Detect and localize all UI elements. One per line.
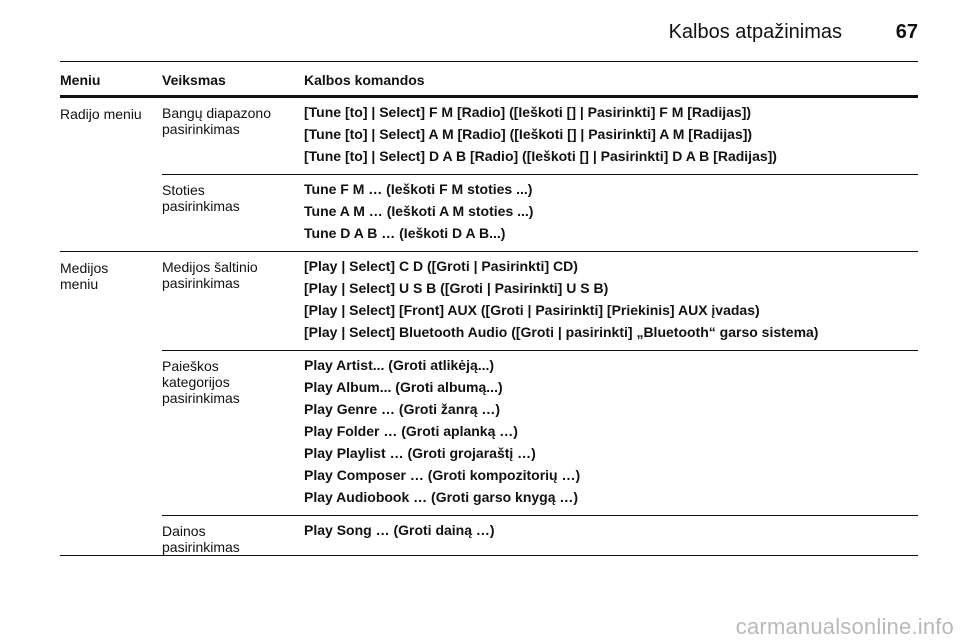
command-text: Play Genre … (Groti žanrą …): [304, 401, 501, 417]
page-title: Kalbos atpažinimas: [668, 21, 842, 43]
command-text: Play Artist... (Groti atlikėją...): [304, 357, 495, 373]
command-text: Play Folder … (Groti aplanką …): [304, 423, 518, 439]
command-text: Play Album... (Groti albumą...): [304, 379, 503, 395]
command-text: Tune F M … (Ieškoti F M stoties ...): [304, 181, 533, 197]
table-row: [162, 252, 918, 351]
commands-cell: [304, 351, 918, 515]
actions-list: [162, 252, 918, 555]
page-number: 67: [895, 21, 918, 43]
command-text: Tune A M … (Ieškoti A M stoties ...): [304, 203, 534, 219]
commands-cell: [304, 175, 918, 251]
commands-cell: [304, 516, 918, 555]
table-row: [162, 516, 918, 555]
commands-cell: [304, 252, 918, 350]
header-divider: [60, 61, 918, 62]
command-text: [Tune [to] | Select] A M [Radio] ([Ieškoti [] | Pasirinkti] A M [Radijas]): [304, 126, 753, 142]
command-text: Play Composer … (Groti kompozitorių …): [304, 467, 581, 483]
command-text: [Play | Select] Bluetooth Audio ([Groti | pasirinkti] „Bluetooth“ garso sistema): [304, 324, 819, 340]
command-text: Play Song … (Groti dainą …): [304, 522, 495, 538]
commands-cell: [304, 98, 918, 174]
command-text: [Tune [to] | Select] D A B [Radio] ([Ieškoti [] | Pasirinkti] D A B [Radijas]): [304, 148, 777, 164]
column-header-menu: Meniu: [60, 72, 101, 88]
menu-cell: Medijos meniu: [60, 260, 109, 292]
actions-list: [162, 98, 918, 251]
voice-commands-table: [60, 70, 918, 556]
action-cell: Stoties pasirinkimas: [162, 182, 240, 214]
action-cell: Dainos pasirinkimas: [162, 523, 240, 555]
command-text: Tune D A B … (Ieškoti D A B...): [304, 225, 506, 241]
watermark: carmanualsonline.info: [735, 614, 954, 639]
action-cell: Medijos šaltinio pasirinkimas: [162, 259, 258, 291]
table-group-media: [60, 252, 918, 556]
table-row: [162, 98, 918, 175]
page-header: [60, 18, 918, 50]
column-header-action: Veiksmas: [162, 72, 226, 88]
command-text: [Play | Select] U S B ([Groti | Pasirinkti] U S B): [304, 280, 609, 296]
table-group-radio: [60, 98, 918, 252]
command-text: [Play | Select] [Front] AUX ([Groti | Pasirinkti] [Priekinis] AUX įvadas): [304, 302, 760, 318]
command-text: [Play | Select] C D ([Groti | Pasirinkti] CD): [304, 258, 578, 274]
command-text: Play Audiobook … (Groti garso knygą …): [304, 489, 579, 505]
column-header-commands: Kalbos komandos: [304, 72, 425, 88]
action-cell: Paieškos kategorijos pasirinkimas: [162, 358, 240, 406]
table-row: [162, 175, 918, 251]
command-text: Play Playlist … (Groti grojaraštį …): [304, 445, 536, 461]
command-text: [Tune [to] | Select] F M [Radio] ([Ieškoti [] | Pasirinkti] F M [Radijas]): [304, 104, 752, 120]
action-cell: Bangų diapazono pasirinkimas: [162, 105, 271, 137]
table-row: [162, 351, 918, 516]
table-header: [60, 70, 918, 98]
menu-cell: Radijo meniu: [60, 106, 142, 122]
